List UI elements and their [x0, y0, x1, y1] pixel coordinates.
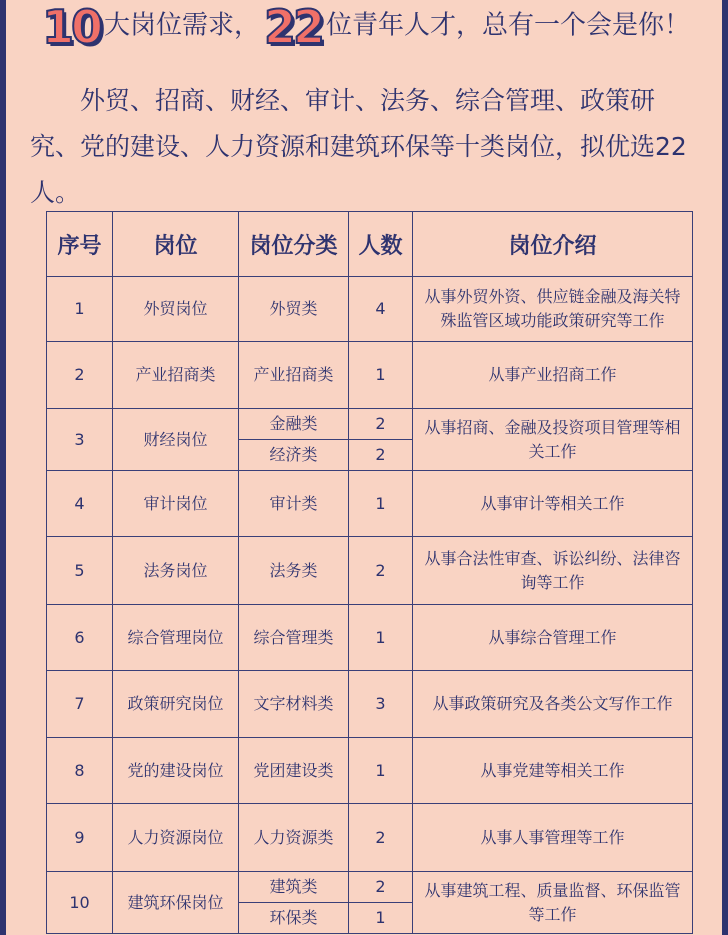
row-description: 从事综合管理工作 — [413, 605, 693, 671]
row-no: 10 — [47, 872, 113, 934]
row-description: 从事建筑工程、质量监督、环保监管等工作 — [413, 872, 693, 934]
row-count: 3 — [349, 671, 413, 738]
row-category: 法务类 — [239, 537, 349, 605]
row-category: 建筑类 — [239, 872, 349, 903]
row-count: 1 — [349, 738, 413, 804]
row-description: 从事招商、金融及投资项目管理等相关工作 — [413, 409, 693, 471]
table-row — [47, 409, 693, 440]
row-description: 从事党建等相关工作 — [413, 738, 693, 804]
table-row — [47, 804, 693, 872]
row-post: 综合管理岗位 — [113, 605, 239, 671]
row-category: 人力资源类 — [239, 804, 349, 872]
table-row — [47, 537, 693, 605]
headline-number-posts: 10 — [41, 0, 100, 54]
table-row — [47, 671, 693, 738]
row-post: 建筑环保岗位 — [113, 872, 239, 934]
row-no: 1 — [47, 277, 113, 342]
row-count: 2 — [349, 409, 413, 440]
row-post: 财经岗位 — [113, 409, 239, 471]
header-count: 人数 — [349, 212, 413, 277]
row-description: 从事政策研究及各类公文写作工作 — [413, 671, 693, 738]
row-description: 从事审计等相关工作 — [413, 471, 693, 537]
row-description: 从事人事管理等工作 — [413, 804, 693, 872]
row-category: 环保类 — [239, 903, 349, 934]
row-category: 审计类 — [239, 471, 349, 537]
headline-number-people: 22 — [264, 0, 323, 54]
row-category: 综合管理类 — [239, 605, 349, 671]
job-table — [46, 211, 693, 934]
header-post: 岗位 — [113, 212, 239, 277]
table-row — [47, 738, 693, 804]
table-row — [47, 277, 693, 342]
row-post: 外贸岗位 — [113, 277, 239, 342]
row-no: 9 — [47, 804, 113, 872]
row-count: 1 — [349, 903, 413, 934]
header-category: 岗位分类 — [239, 212, 349, 277]
row-count: 1 — [349, 471, 413, 537]
row-category: 金融类 — [239, 409, 349, 440]
row-count: 2 — [349, 537, 413, 605]
row-count: 2 — [349, 440, 413, 471]
row-post: 产业招商类 — [113, 342, 239, 409]
row-count: 4 — [349, 277, 413, 342]
row-post: 法务岗位 — [113, 537, 239, 605]
row-category: 经济类 — [239, 440, 349, 471]
row-post: 党的建设岗位 — [113, 738, 239, 804]
row-description: 从事产业招商工作 — [413, 342, 693, 409]
row-count: 1 — [349, 342, 413, 409]
row-no: 6 — [47, 605, 113, 671]
table-header-row — [47, 212, 693, 277]
row-category: 外贸类 — [239, 277, 349, 342]
table-row — [47, 872, 693, 903]
row-no: 8 — [47, 738, 113, 804]
row-no: 7 — [47, 671, 113, 738]
row-post: 人力资源岗位 — [113, 804, 239, 872]
table-row — [47, 605, 693, 671]
left-frame-bar — [0, 0, 6, 935]
intro-paragraph: 外贸、招商、财经、审计、法务、综合管理、政策研究、党的建设、人力资源和建筑环保等十类岗位，拟优选22人。 — [30, 86, 687, 207]
row-no: 4 — [47, 471, 113, 537]
row-category: 党团建设类 — [239, 738, 349, 804]
table-row — [47, 471, 693, 537]
row-count: 2 — [349, 872, 413, 903]
row-no: 2 — [47, 342, 113, 409]
row-description: 从事外贸外资、供应链金融及海关特殊监管区域功能政策研究等工作 — [413, 277, 693, 342]
row-description: 从事合法性审查、诉讼纠纷、法律咨询等工作 — [413, 537, 693, 605]
row-post: 审计岗位 — [113, 471, 239, 537]
table-row — [47, 342, 693, 409]
row-post: 政策研究岗位 — [113, 671, 239, 738]
headline — [0, 0, 728, 64]
row-category: 产业招商类 — [239, 342, 349, 409]
header-no: 序号 — [47, 212, 113, 277]
row-no: 5 — [47, 537, 113, 605]
headline-text-2: 位青年人才，总有一个会是你！ — [326, 10, 691, 41]
headline-text-1: 大岗位需求， — [103, 10, 260, 41]
header-description: 岗位介绍 — [413, 212, 693, 277]
row-category: 文字材料类 — [239, 671, 349, 738]
row-count: 1 — [349, 605, 413, 671]
row-no: 3 — [47, 409, 113, 471]
row-count: 2 — [349, 804, 413, 872]
right-frame-bar — [722, 0, 728, 935]
